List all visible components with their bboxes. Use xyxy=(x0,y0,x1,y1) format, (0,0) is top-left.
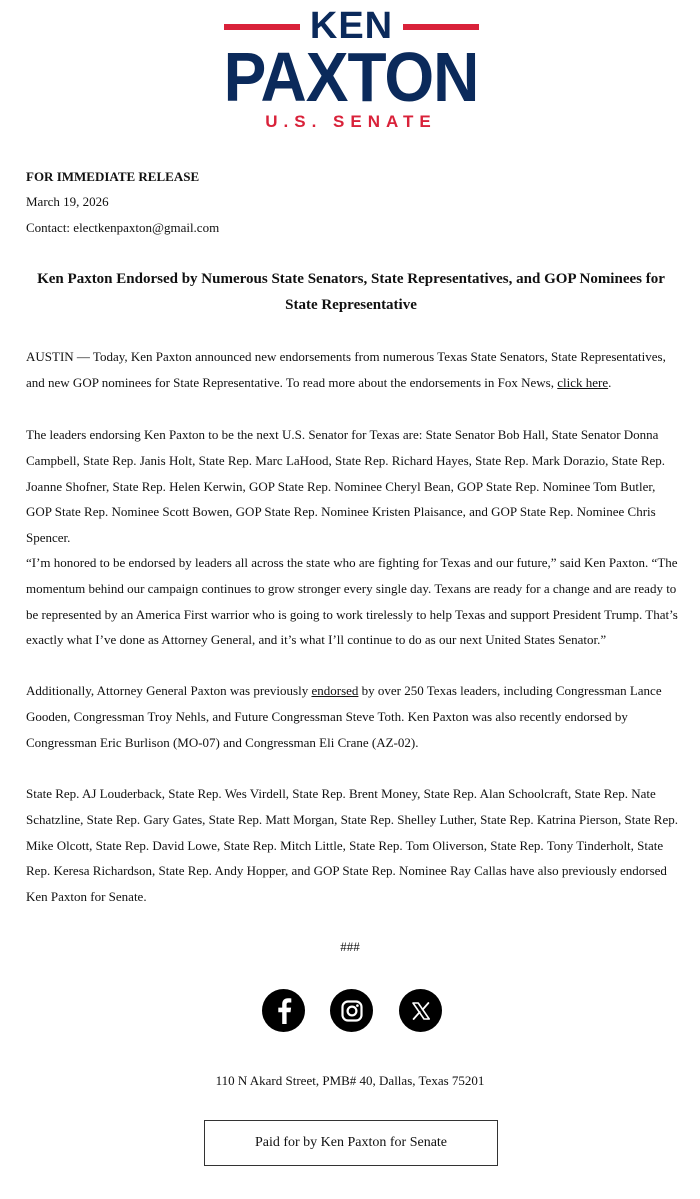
paid-for-disclaimer xyxy=(204,1120,498,1166)
release-contact: Contact: electkenpaxton@gmail.com xyxy=(26,220,220,235)
logo-last-name: PAXTON xyxy=(223,38,479,116)
release-date: March 19, 2026 xyxy=(26,194,109,209)
paragraph-intro-end: . xyxy=(608,374,612,390)
logo-left-bar xyxy=(224,24,300,30)
x-link[interactable] xyxy=(399,989,442,1032)
endorsed-link[interactable]: endorsed xyxy=(311,683,359,698)
paragraph-state-reps: State Rep. AJ Louderback, State Rep. Wes Virdell, State Rep. Brent Money, State Rep. Alan Schoolcraft, State Rep. Nate Schatzline, State Rep. Gary Gates, State Rep. Matt Morgan, State Rep. Shelley Luther, State Rep. Katrina Pierson, State Rep. Mike Olcott, State Rep. David Lowe, State Rep. Mitch Little, State Rep. Tom Oliverson, State Rep. Tony Tinderholt, State Rep. Keresa Richardson, State Rep. Andy Hopper, and GOP State Rep. Nominee Ray Callas have also previously endorsed Ken Paxton for Senate. xyxy=(26,786,678,905)
paragraph-previous-endorsements xyxy=(26,678,678,755)
instagram-link[interactable] xyxy=(330,989,373,1032)
logo-office: U.S. SENATE xyxy=(265,112,437,131)
instagram-icon xyxy=(341,1000,363,1022)
paragraph-intro xyxy=(26,344,678,396)
paragraph-intro-text: AUSTIN — Today, Ken Paxton announced new endorsements from numerous Texas State Senators, State Representatives, and new GOP nominees for State Representative. To read more about the endorsements in Fox News, xyxy=(26,349,666,390)
campaign-logo xyxy=(0,0,700,140)
x-icon xyxy=(411,1001,431,1021)
facebook-icon xyxy=(275,998,293,1024)
paragraph-previous-end: by over 250 Texas leaders, including Congressman Lance Gooden, Congressman Troy Nehls, and Future Congressman Steve Toth. Ken Paxton was also recently endorsed by Congressman Eric Burlison (MO-07) and Congressman Eli Crane (AZ-02). xyxy=(26,683,662,750)
release-label: FOR IMMEDIATE RELEASE xyxy=(26,169,200,184)
press-headline: Ken Paxton Endorsed by Numerous State Senators, State Representatives, and GOP Nominees for State Representative xyxy=(37,271,665,313)
end-mark: ### xyxy=(340,939,360,954)
fox-news-link[interactable]: click here xyxy=(557,374,609,390)
paid-for-text: Paid for by Ken Paxton for Senate xyxy=(254,1135,448,1150)
logo-first-name: KEN xyxy=(309,5,394,47)
footer-address: 110 N Akard Street, PMB# 40, Dallas, Texas 75201 xyxy=(215,1073,485,1088)
facebook-link[interactable] xyxy=(262,989,305,1032)
paragraph-previous-start: Additionally, Attorney General Paxton was previously xyxy=(26,683,312,698)
paragraph-quote: “I’m honored to be endorsed by leaders all across the state who are fighting for Texas and our future,” said Ken Paxton. “The momentum behind our campaign continues to grow stronger every single day. Texans are ready for a change and are ready to be represented by an America First warrior who is going to work tirelessly to help Texas and support President Trump. That’s exactly what I’ve done as Attorney General, and it’s what I’ll continue to do as our next United States Senator.” xyxy=(26,555,678,648)
logo-right-bar xyxy=(403,24,479,30)
paragraph-endorsers: The leaders endorsing Ken Paxton to be the next U.S. Senator for Texas are: State Senator Bob Hall, State Senator Donna Campbell, State Rep. Janis Holt, State Rep. Marc LaHood, State Rep. Richard Hayes, State Rep. Mark Dorazio, State Rep. Joanne Shofner, State Rep. Helen Kerwin, GOP State Rep. Nominee Cheryl Bean, GOP State Rep. Nominee Tom Butler, GOP State Rep. Nominee Scott Bowen, GOP State Rep. Nominee Kristen Plaisance, and GOP State Rep. Nominee Chris Spencer. xyxy=(26,427,666,546)
